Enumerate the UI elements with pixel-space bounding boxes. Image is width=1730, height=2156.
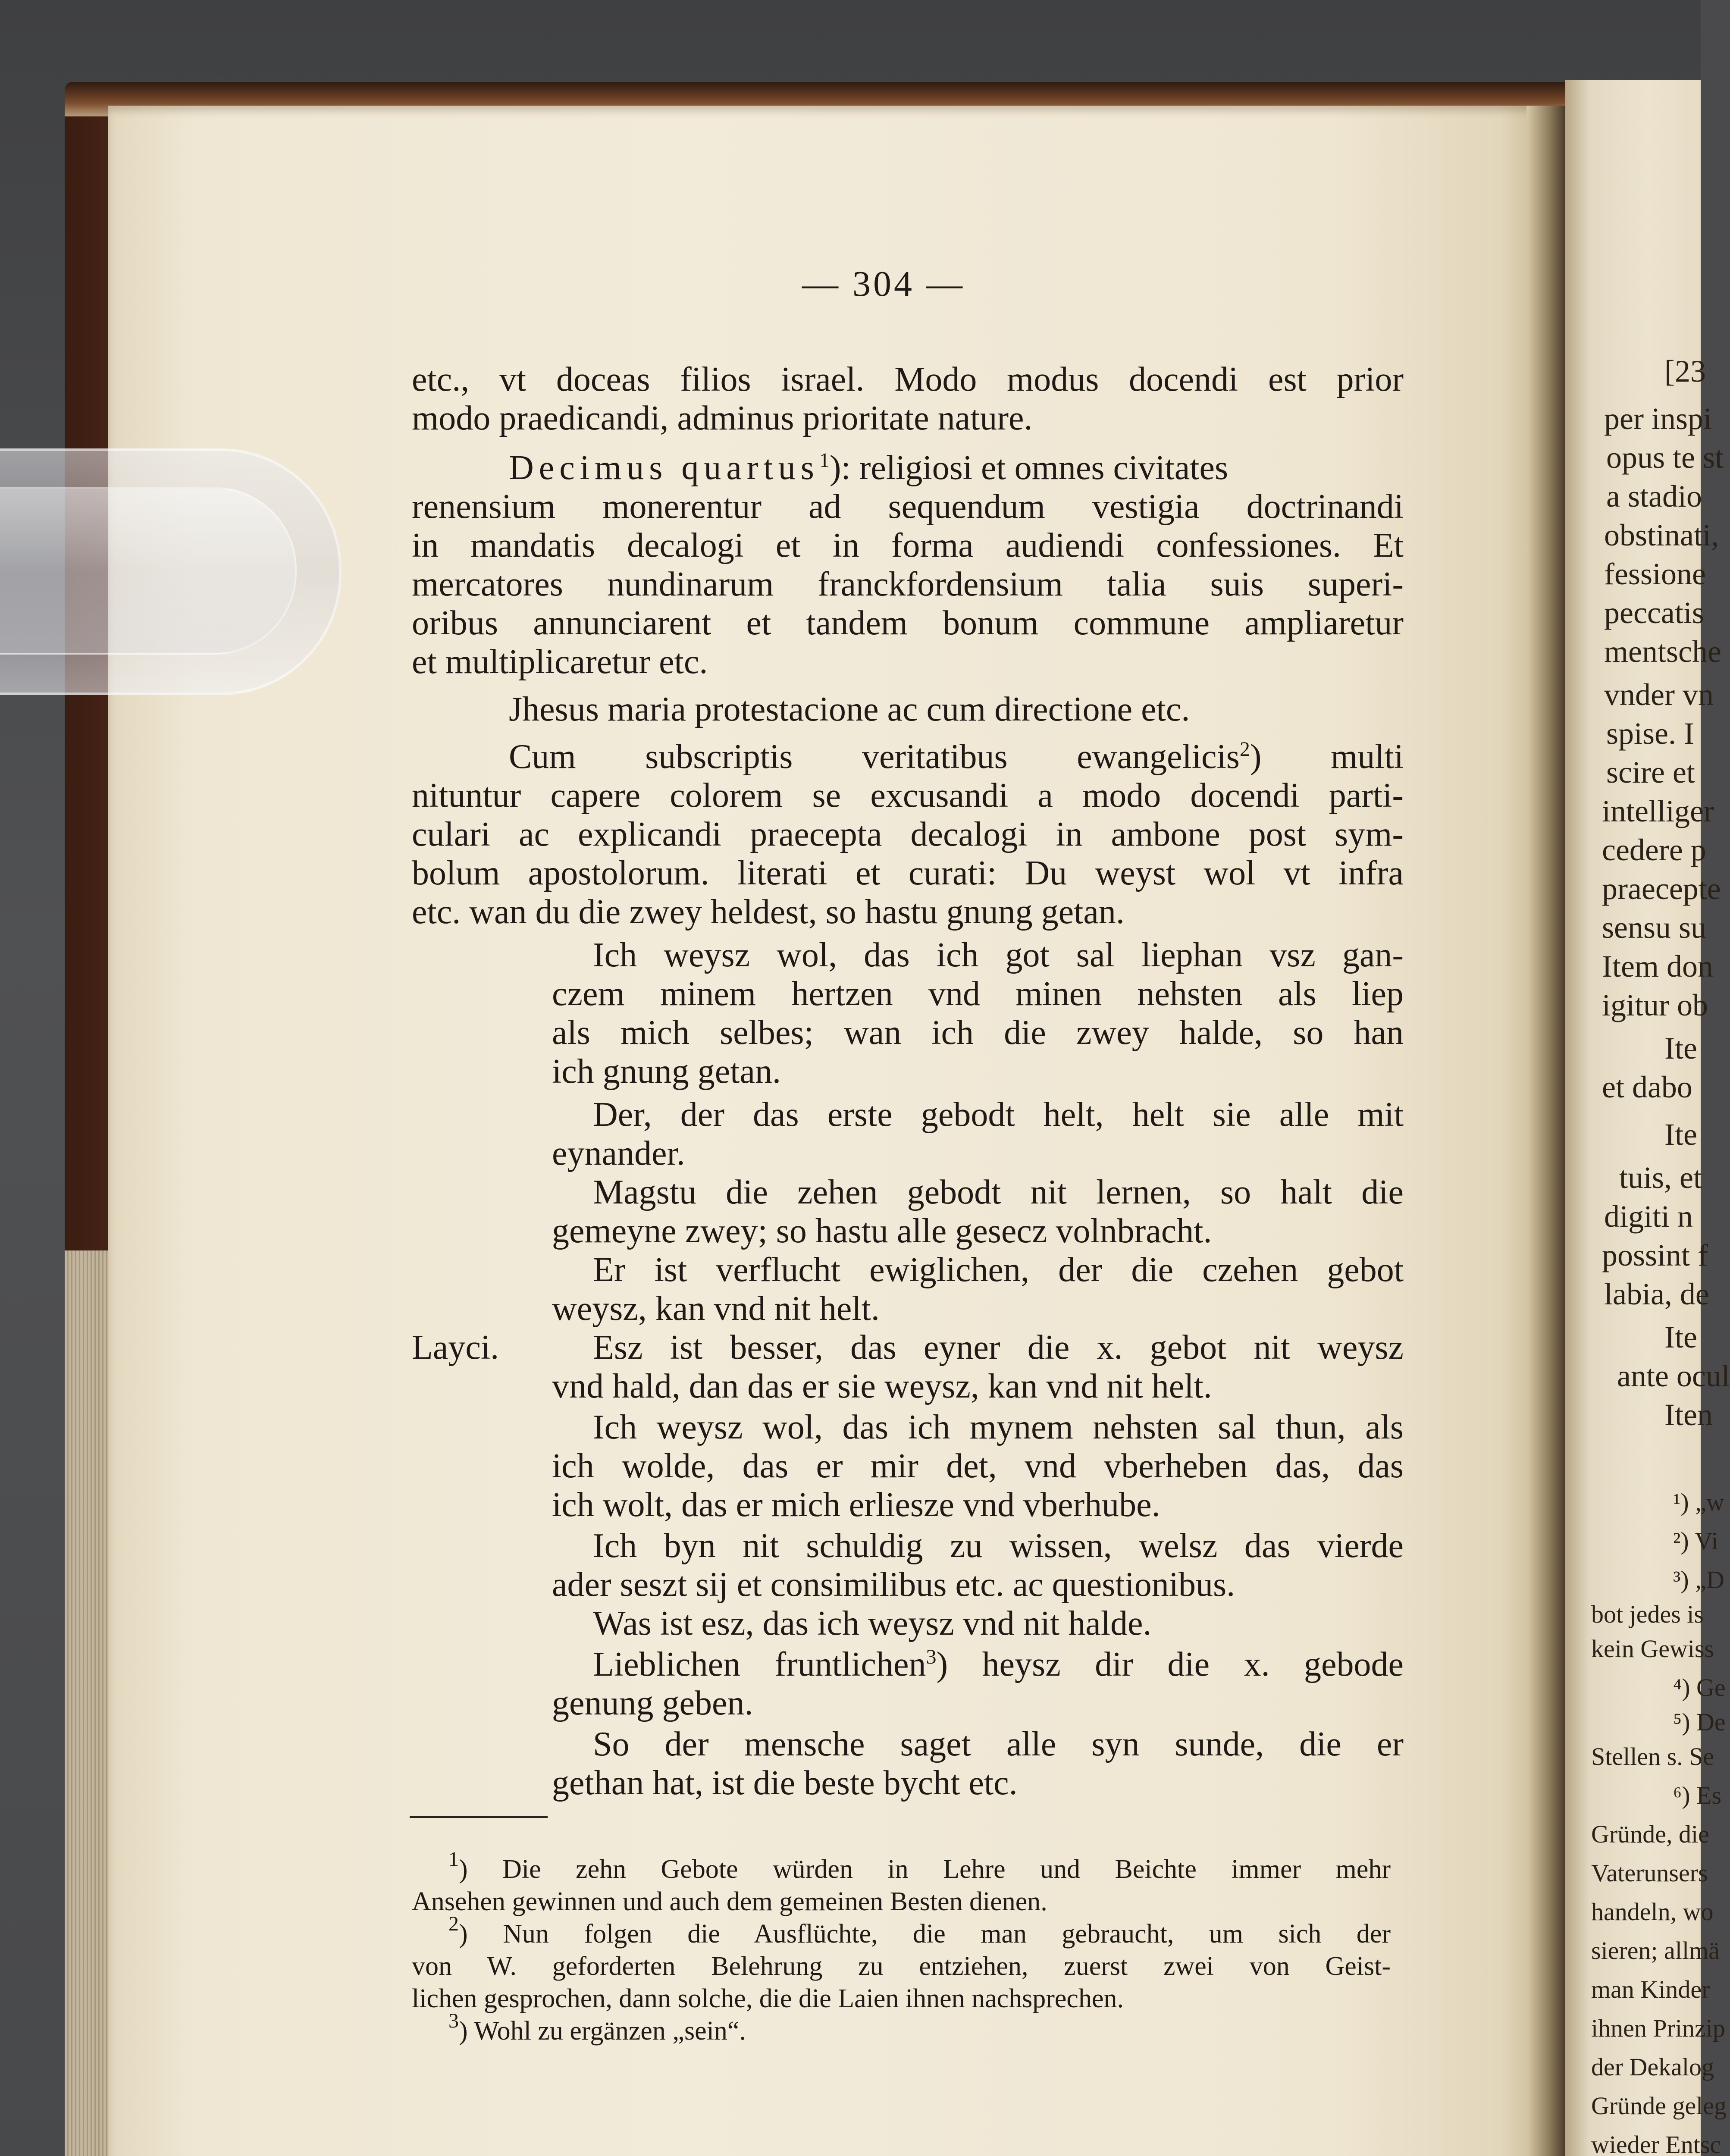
verse-line: So der mensche saget alle syn sunde, die er — [593, 1725, 1404, 1763]
verse-line: ich wolt, das er mich erliesze vnd vberhube. — [552, 1486, 1160, 1524]
text-line: mercatores nundinarum franckfordensium talia suis superi- — [412, 565, 1404, 603]
lieblichen-end: ) heysz dir die x. gebode — [936, 1645, 1404, 1683]
footnote-ref: 3 — [926, 1645, 937, 1668]
right-page-fragment: ²) Vi — [1673, 1527, 1718, 1555]
verse-line: gethan hat, ist die beste bycht etc. — [552, 1764, 1018, 1802]
verse-line: Ich weysz wol, das ich got sal liephan vsz gan- — [593, 936, 1404, 974]
right-page-fragment: ⁵) De — [1673, 1708, 1726, 1736]
right-page-fragment: fessione — [1604, 557, 1706, 591]
right-page-fragment: Ite — [1664, 1031, 1697, 1065]
right-page-fragment: sieren; allmä — [1591, 1937, 1720, 1965]
right-page-fragment: intelliger — [1602, 794, 1714, 828]
text-line: et multiplicaretur etc. — [412, 643, 708, 681]
text-line: culari ac explicandi praecepta decalogi in ambone post sym- — [412, 815, 1404, 853]
right-page-fragment: Stellen s. Se — [1591, 1742, 1714, 1771]
right-page-fragment: wieder Entsc — [1591, 2131, 1721, 2156]
footnote-mark: 3 — [448, 2009, 459, 2032]
right-page-fragment: kein Gewiss — [1591, 1635, 1714, 1663]
text-line: oribus annunciarent et tandem bonum commune ampliaretur — [412, 604, 1404, 642]
margin-label-layci: Layci. — [412, 1329, 499, 1366]
cum-start: Cum subscriptis veritatibus ewangelicis — [509, 738, 1240, 776]
right-page-fragment: Ite — [1664, 1320, 1697, 1354]
right-page-fragment: ihnen Prinzip — [1591, 2014, 1725, 2042]
right-page-fragment: obstinati, — [1604, 518, 1719, 552]
decimus-text: ): religiosi et omnes civitates — [829, 449, 1229, 487]
cum-end: ) multi — [1250, 738, 1404, 776]
right-page-fragment: ⁶) Es — [1673, 1781, 1722, 1809]
right-page-fragment: a stadio — [1606, 479, 1702, 514]
cum-line — [509, 737, 1404, 777]
text-line: bolum apostolorum. literati et curati: Du weyst wol vt infra — [412, 854, 1404, 892]
lieblichen-start: Lieblichen fruntlichen — [593, 1645, 926, 1683]
verse-line: Der, der das erste gebodt helt, helt sie alle mit — [593, 1096, 1404, 1134]
verse-line: eynander. — [552, 1134, 685, 1172]
decimus-line — [509, 448, 1404, 488]
right-page-fragment: ¹) „w — [1673, 1488, 1724, 1516]
right-page-fragment: Gründe geleg — [1591, 2092, 1727, 2120]
footnote-mark: 2 — [448, 1912, 459, 1935]
right-page-fragment: per inspi — [1604, 401, 1712, 436]
right-page-fragment: Item don — [1602, 949, 1713, 984]
footnote-2-line: lichen gesprochen, dann solche, die die Laien ihnen nachsprechen. — [412, 1984, 1124, 2013]
right-page-fragment: ⁴) Ge — [1673, 1673, 1726, 1702]
right-page-fragment: possint f — [1602, 1238, 1708, 1272]
plastic-page-clip-inner — [0, 487, 297, 655]
verse-line: Esz ist besser, das eyner die x. gebot nit weysz — [593, 1329, 1404, 1366]
right-page-fragment: bot jedes is — [1591, 1600, 1704, 1628]
footnote-ref: 2 — [1239, 738, 1250, 761]
verse-line: Ich byn nit schuldig zu wissen, welsz das vierde — [593, 1527, 1404, 1565]
footnote-mark: 1 — [448, 1848, 459, 1871]
right-page-fragment: ante ocul — [1617, 1359, 1730, 1393]
verse-line: als mich selbes; wan ich die zwey halde, so han — [552, 1014, 1404, 1052]
right-page-fragment: et dabo — [1602, 1070, 1692, 1104]
footnote-ref: 1 — [819, 449, 830, 472]
verse-line: ader seszt sij et consimilibus etc. ac questionibus. — [552, 1566, 1235, 1604]
footnote-1-line: $^1$) Die zehn Gebote würden in Lehre und Beichte immer mehr — [448, 1848, 1391, 1884]
right-page-fragment: ³) „D — [1673, 1566, 1724, 1594]
footnote-2-line: $^2$) Nun folgen die Ausflüchte, die man gebraucht, um sich der — [448, 1912, 1391, 1949]
text-line: in mandatis decalogi et in forma audiendi confessiones. Et — [412, 526, 1404, 564]
text-line: nituntur capere colorem se excusandi a modo docendi parti- — [412, 777, 1404, 815]
right-page-fragment: vnder vn — [1604, 677, 1714, 712]
page-fore-edge — [65, 1250, 108, 2156]
right-page-fragment: igitur ob — [1602, 988, 1708, 1022]
right-page-fragment: digiti n — [1604, 1199, 1693, 1234]
verse-line: vnd hald, dan das er sie weysz, kan vnd nit helt. — [552, 1367, 1212, 1405]
verse-line: ich gnung getan. — [552, 1053, 781, 1091]
verse-line: czem minem hertzen vnd minen nehsten als liep — [552, 975, 1404, 1013]
right-page-fragment: handeln, wo — [1591, 1898, 1714, 1926]
right-page-fragment: labia, de — [1604, 1277, 1709, 1311]
footnote-1-line: Ansehen gewinnen und auch dem gemeinen Besten dienen. — [412, 1887, 1047, 1916]
right-page-fragment: scire et — [1606, 755, 1695, 790]
verse-line: Magstu die zehen gebodt nit lernen, so halt die — [593, 1173, 1404, 1211]
right-page-fragment: mentsche — [1604, 634, 1721, 669]
text-line: Jhesus maria protestacione ac cum directione etc. — [509, 690, 1190, 728]
verse-line: weysz, kan vnd nit helt. — [552, 1290, 880, 1328]
right-page-fragment: Vaterunsers — [1591, 1859, 1708, 1887]
text-line: modo praedicandi, adminus prioritate nature. — [412, 399, 1033, 437]
right-page-fragment: opus te st — [1606, 440, 1724, 475]
right-page-fragment: man Kinder — [1591, 1975, 1710, 2003]
page-gutter — [1526, 106, 1565, 2156]
verse-line: Ich weysz wol, das ich mynem nehsten sal thun, als — [593, 1408, 1404, 1446]
text-line: etc., vt doceas filios israel. Modo modus docendi est prior — [412, 360, 1404, 398]
right-page-fragment: der Dekalog — [1591, 2053, 1714, 2081]
verse-line: genung geben. — [552, 1684, 753, 1722]
right-page-fragment: sensu su — [1602, 910, 1707, 945]
page-number: — 304 — — [802, 264, 965, 304]
right-page-fragment: tuis, et — [1619, 1160, 1702, 1195]
right-page-fragment: [23 — [1664, 354, 1706, 389]
right-page-fragment: Ite — [1664, 1117, 1697, 1152]
text-line: renensium monerentur ad sequendum vestigia doctrinandi — [412, 488, 1404, 526]
right-page-fragment: Iten — [1664, 1398, 1713, 1432]
right-page-fragment: Gründe, die — [1591, 1820, 1709, 1848]
text-line: etc. wan du die zwey heldest, so hastu gnung getan. — [412, 893, 1125, 931]
verse-line: Er ist verflucht ewiglichen, der die czehen gebot — [593, 1251, 1404, 1289]
footnote-2-line: von W. geforderten Belehrung zu entziehen, zuerst zwei von Geist- — [412, 1952, 1391, 1981]
footnote-rule — [410, 1816, 548, 1818]
footnote-3-line: $^3$) Wohl zu ergänzen „sein“. — [448, 2009, 746, 2046]
right-page-fragment: peccatis — [1604, 595, 1704, 630]
right-page-fragment: spise. I — [1606, 716, 1694, 751]
verse-line: gemeyne zwey; so hastu alle gesecz volnbracht. — [552, 1212, 1212, 1250]
verse-line: Was ist esz, das ich weysz vnd nit halde. — [593, 1604, 1152, 1642]
right-page-fragment: praecepte — [1602, 871, 1721, 906]
right-page-fragment: cedere p — [1602, 833, 1706, 867]
verse-line: ich wolde, das er mir det, vnd vberheben das, das — [552, 1447, 1404, 1485]
lieblichen-line — [593, 1645, 1404, 1684]
decimus-heading: Decimus quartus — [509, 449, 819, 487]
